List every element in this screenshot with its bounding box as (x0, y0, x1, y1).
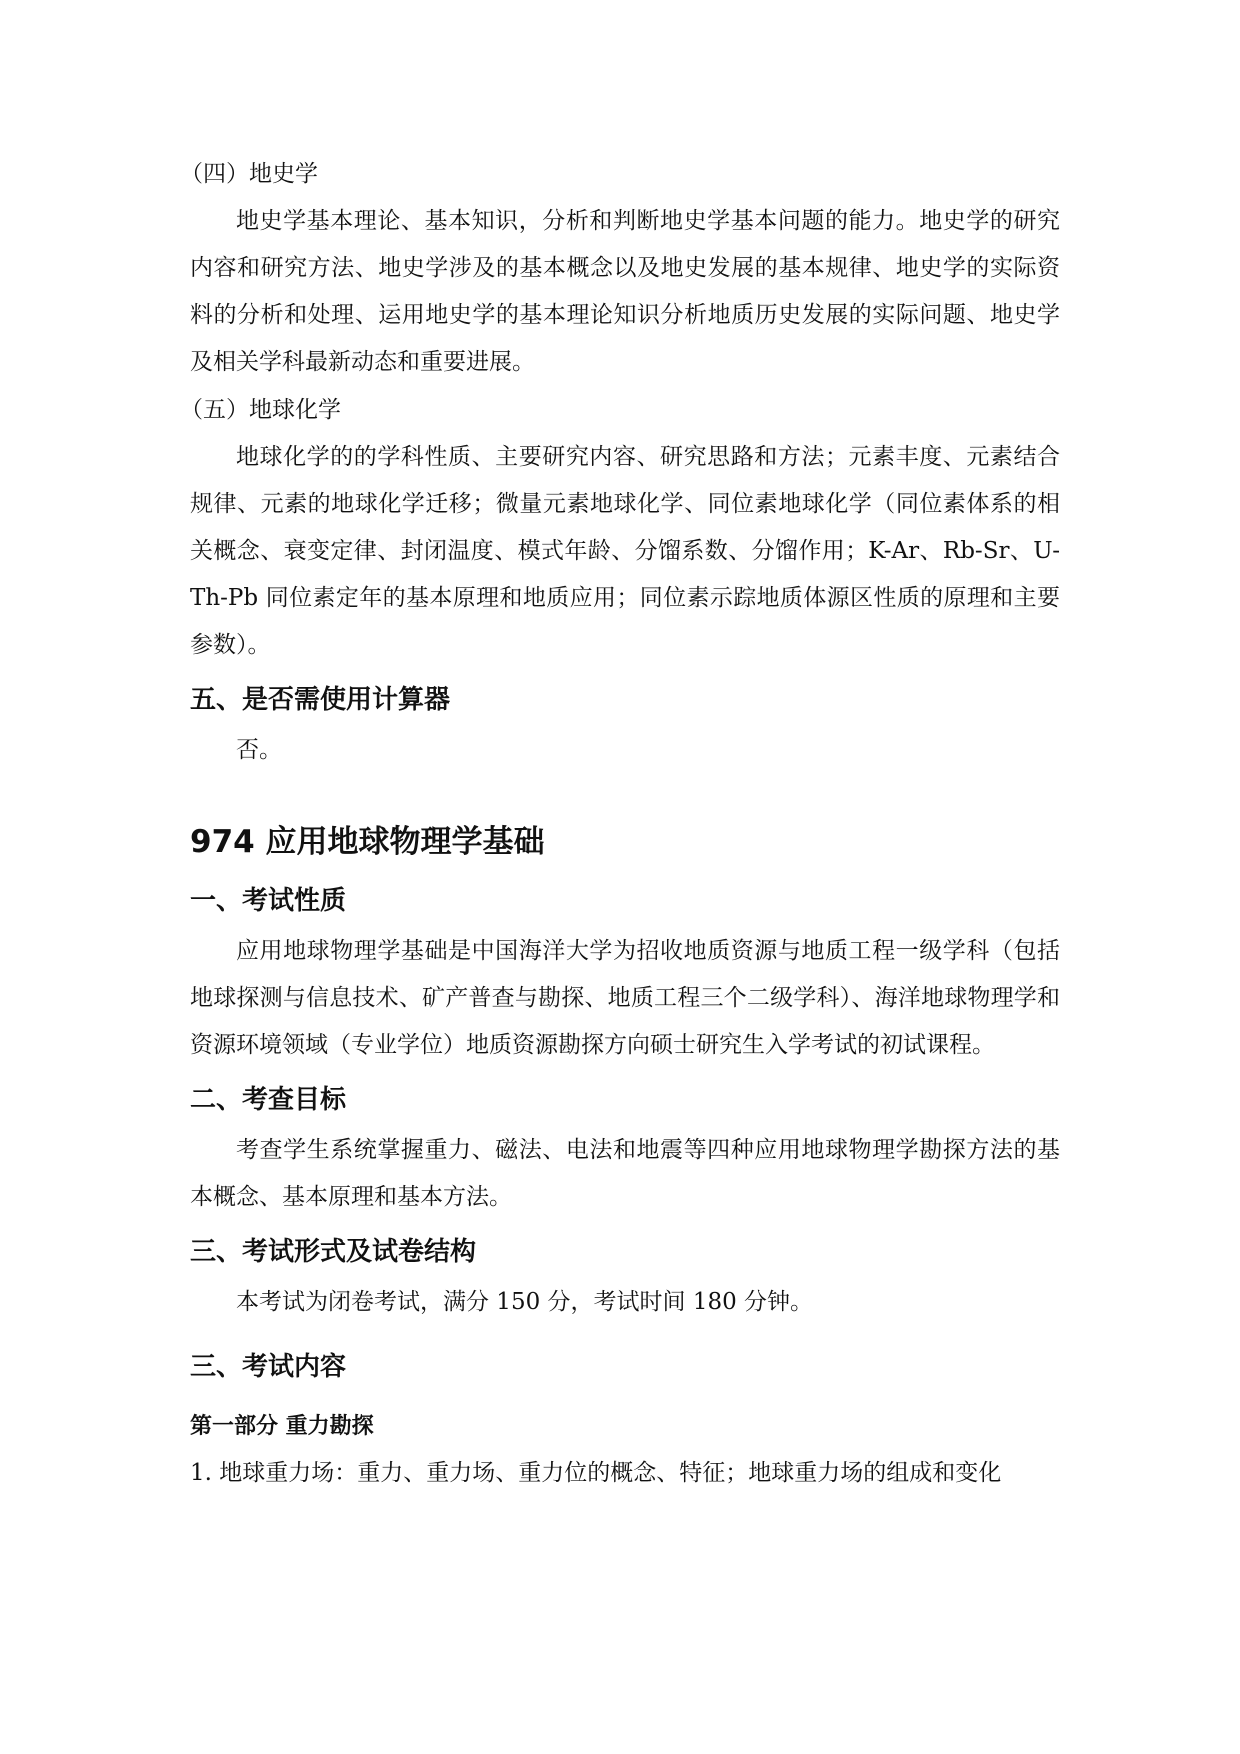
exam-goal-heading: 二、考查目标 (190, 1085, 347, 1115)
calculator-heading: 五、是否需使用计算器 (190, 685, 451, 715)
exam-goal-body: 考查学生系统掌握重力、磁法、电法和地震等四种应用地球物理学勘探方法的基本概念、基本原理和基本方法。 (190, 1137, 1060, 1210)
spacer (190, 774, 1060, 814)
exam-nature-body: 应用地球物理学基础是中国海洋大学为招收地质资源与地质工程一级学科（包括地球探测与信息技术、矿产普查与勘探、地质工程三个二级学科）、海洋地球物理学和资源环境领域（专业学位）地质资源勘探方向硕士研究生入学考试的初试课程。 (190, 938, 1060, 1058)
section-5-body: 地球化学的的学科性质、主要研究内容、研究思路和方法；元素丰度、元素结合规律、元素的地球化学迁移；微量元素地球化学、同位素地球化学（同位素体系的相关概念、衰变定律、封闭温度、模式年龄、分馏系数、分馏作用；K-Ar、Rb-Sr、U-Th-Pb 同位素定年的基本原理和地质应用；同位素示踪地质体源区性质的原理和主要参数）。 (190, 444, 1060, 658)
course-title: 974 应用地球物理学基础 (190, 824, 545, 860)
section-5-heading: （五）地球化学 (180, 397, 341, 423)
calculator-answer: 否。 (236, 737, 282, 763)
exam-format-body: 本考试为闭卷考试，满分 150 分，考试时间 180 分钟。 (236, 1289, 814, 1315)
item-1: 1. 地球重力场：重力、重力场、重力位的概念、特征；地球重力场的组成和变化 (190, 1460, 1002, 1486)
exam-nature-heading: 一、考试性质 (190, 886, 347, 916)
section-4-body: 地史学基本理论、基本知识，分析和判断地史学基本问题的能力。地史学的研究内容和研究方法、地史学涉及的基本概念以及地史发展的基本规律、地史学的实际资料的分析和处理、运用地史学的基本理论知识分析地质历史发展的实际问题、地史学及相关学科最新动态和重要进展。 (190, 208, 1060, 375)
part-1-heading: 第一部分 重力勘探 (190, 1414, 374, 1439)
section-4-heading: （四）地史学 (180, 161, 318, 187)
exam-content-heading: 三、考试内容 (190, 1352, 347, 1382)
page-content (180, 150, 1060, 1497)
exam-format-heading: 三、考试形式及试卷结构 (190, 1237, 477, 1267)
